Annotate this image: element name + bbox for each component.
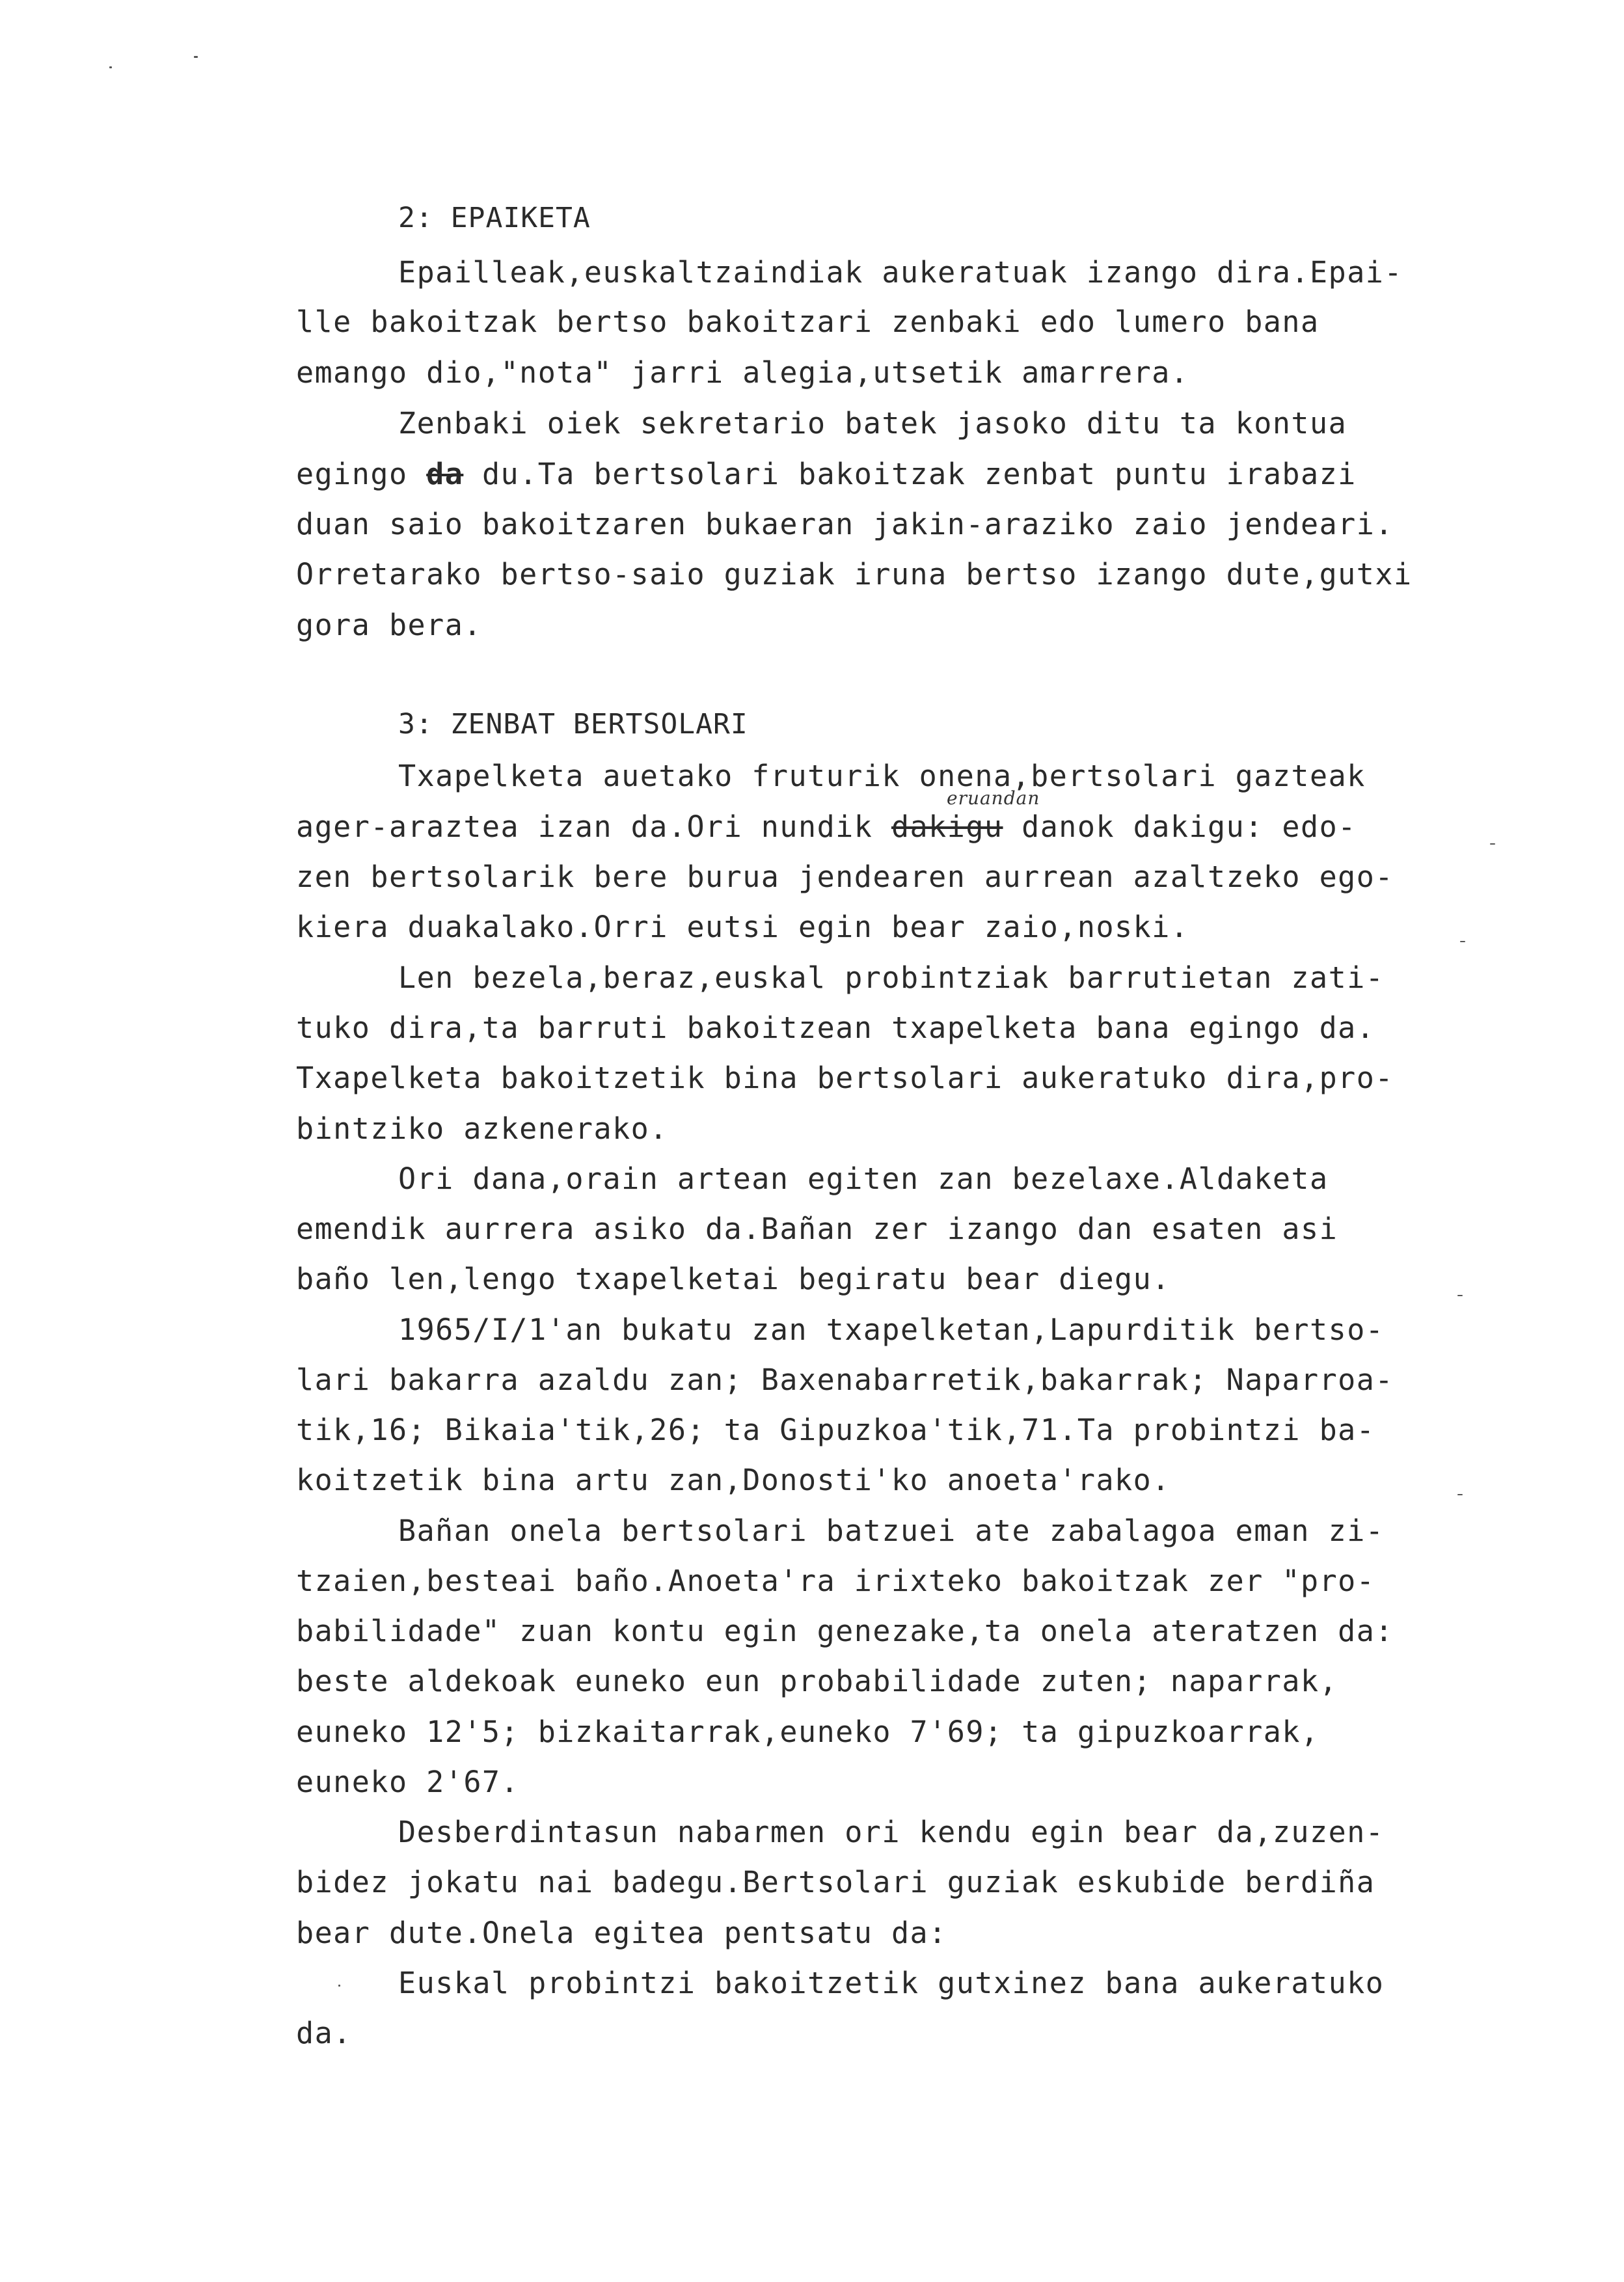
text-line: Len bezela,beraz,euskal probintziak barrutietan zati- [398, 960, 1385, 995]
text-line: Orretarako bertso-saio guziak iruna bertso izango dute,gutxi [296, 557, 1413, 591]
scan-speck [338, 1985, 340, 1987]
struck-word: dakigu [891, 809, 1003, 844]
scan-speck [109, 66, 112, 68]
text-line: lle bakoitzak bertso bakoitzari zenbaki edo lumero bana [296, 305, 1320, 339]
handwritten-correction: eruandan [947, 787, 1040, 809]
section-heading-zenbat-bertsolari: 3: ZENBAT BERTSOLARI [398, 708, 748, 740]
text-line: Txapelketa auetako fruturik onena,bertsolari gazteak [398, 759, 1366, 793]
text-line: babilidade" zuan kontu egin genezake,ta onela ateratzen da: [296, 1614, 1394, 1648]
scan-speck [1457, 1494, 1463, 1495]
text-fragment: danok dakigu: edo- [1022, 809, 1357, 844]
scan-speck [1460, 941, 1465, 942]
scan-speck [1457, 1295, 1463, 1296]
text-line: da. [296, 2016, 352, 2050]
text-line: bear dute.Onela egitea pentsatu da: [296, 1916, 947, 1950]
text-line: lari bakarra azaldu zan; Baxenabarretik,bakarrak; Naparroa- [296, 1363, 1394, 1397]
struck-word: da [426, 457, 464, 491]
text-line: tik,16; Bikaia'tik,26; ta Gipuzkoa'tik,71.Ta probintzi ba- [296, 1413, 1375, 1447]
text-line: Euskal probintzi bakoitzetik gutxinez bana aukeratuko [398, 1966, 1385, 2000]
text-line: euneko 2'67. [296, 1765, 520, 1799]
text-line: beste aldekoak euneko eun probabilidade zuten; naparrak, [296, 1664, 1338, 1698]
scan-speck [1490, 843, 1495, 845]
text-line: Epailleak,euskaltzaindiak aukeratuak izango dira.Epai- [398, 255, 1403, 290]
text-line: bidez jokatu nai badegu.Bertsolari guziak eskubide berdiña [296, 1865, 1375, 1899]
text-line: emango dio,"nota" jarri alegia,utsetik amarrera. [296, 355, 1189, 390]
text-fragment: egingo [296, 457, 408, 491]
text-line: Desberdintasun nabarmen ori kendu egin bear da,zuzen- [398, 1815, 1385, 1849]
text-line: kiera duakalako.Orri eutsi egin bear zaio,noski. [296, 910, 1189, 944]
text-line-with-correction [296, 457, 1357, 491]
text-line: tuko dira,ta barruti bakoitzean txapelketa bana egingo da. [296, 1011, 1375, 1045]
text-line: koitzetik bina artu zan,Donosti'ko anoeta'rako. [296, 1463, 1171, 1497]
text-line: zen bertsolarik bere burua jendearen aurrean azaltzeko ego- [296, 860, 1394, 894]
text-fragment: ager-araztea izan da.Ori nundik [296, 809, 873, 844]
text-line: emendik aurrera asiko da.Bañan zer izango dan esaten asi [296, 1212, 1338, 1246]
text-line: Zenbaki oiek sekretario batek jasoko ditu ta kontua [398, 406, 1347, 441]
text-line: Txapelketa bakoitzetik bina bertsolari aukeratuko dira,pro- [296, 1061, 1394, 1095]
text-line: 1965/I/1'an bukatu zan txapelketan,Lapurditik bertso- [398, 1312, 1385, 1347]
text-line: euneko 12'5; bizkaitarrak,euneko 7'69; ta gipuzkoarrak, [296, 1715, 1320, 1749]
text-line: duan saio bakoitzaren bukaeran jakin-araziko zaio jendeari. [296, 507, 1394, 541]
text-line: baño len,lengo txapelketai begiratu bear diegu. [296, 1262, 1171, 1296]
text-fragment: du.Ta bertsolari bakoitzak zenbat puntu irabazi [481, 457, 1357, 491]
scan-speck [194, 56, 198, 58]
text-line: bintziko azkenerako. [296, 1111, 668, 1146]
text-line: Ori dana,orain artean egiten zan bezelaxe.Aldaketa [398, 1161, 1329, 1196]
section-heading-epaiketa: 2: EPAIKETA [398, 202, 591, 234]
text-line: Bañan onela bertsolari batzuei ate zabalagoa eman zi- [398, 1514, 1385, 1548]
text-line: tzaien,besteai baño.Anoeta'ra irixteko bakoitzak zer "pro- [296, 1564, 1375, 1598]
text-line: gora bera. [296, 608, 482, 642]
text-line-with-correction [296, 809, 1357, 844]
